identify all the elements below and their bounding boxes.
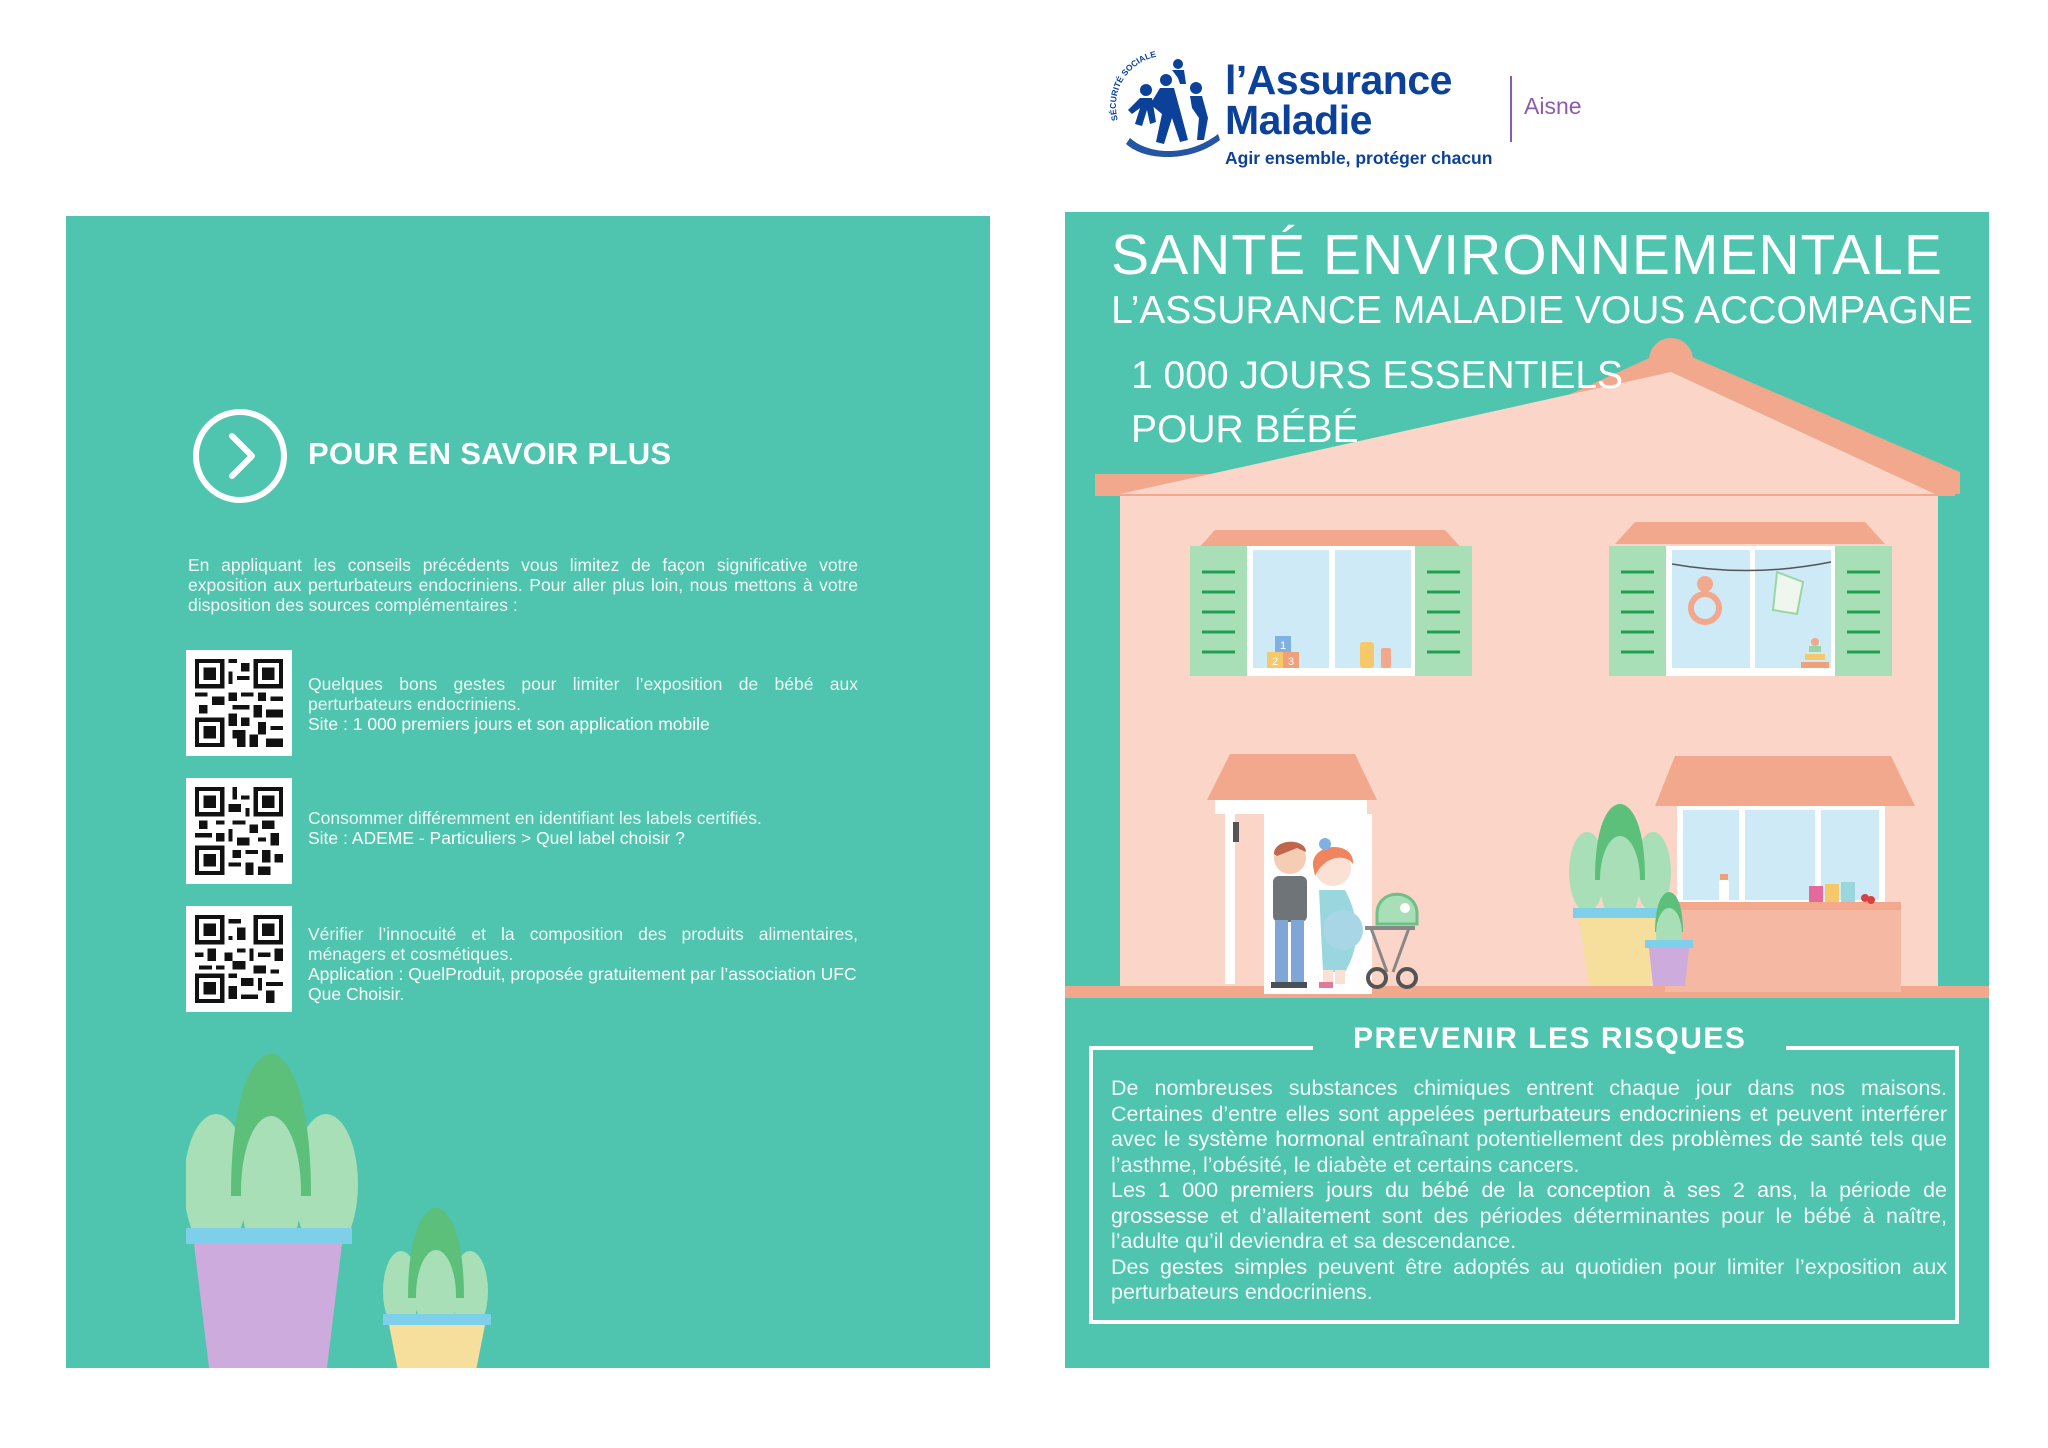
brand-line-2: Maladie	[1225, 97, 1372, 143]
qr-code-icon	[195, 915, 283, 1003]
assurance-maladie-logo	[1100, 48, 1620, 178]
qr-code[interactable]	[186, 650, 292, 756]
qr-code-icon	[195, 659, 283, 747]
right-panel	[1065, 212, 1989, 1368]
resource-link[interactable]: Site : ADEME - Particuliers > Quel label choisir ?	[308, 828, 685, 848]
toy-block-number: 3	[1287, 656, 1295, 668]
qr-code[interactable]	[186, 778, 292, 884]
brand-region: Aisne	[1524, 93, 1582, 119]
bottle-icon	[1360, 642, 1374, 668]
logo-arc-text: SÉCURITÉ SOCIALE	[1107, 48, 1158, 122]
brand-name	[1225, 57, 1485, 143]
arrow-circle-icon	[190, 406, 290, 506]
main-title: SANTÉ ENVIRONNEMENTALE	[1111, 223, 1943, 287]
kitchen-window	[1655, 756, 1915, 992]
toy-block-number: 1	[1279, 640, 1287, 652]
family-logo-icon	[1100, 48, 1230, 168]
baby-bottle-icon	[1719, 880, 1729, 902]
big-plant-icon	[186, 1054, 358, 1368]
resource-item	[186, 778, 866, 888]
intro-paragraph: En appliquant les conseils précédents vous limitez de façon significative votre exposition aux perturbateurs endocriniens. Pour aller plus loin, nous mettons à votre disposition des sources complémentaires :	[188, 555, 858, 615]
jar-icon	[1809, 886, 1823, 902]
subtitle: L’ASSURANCE MALADIE VOUS ACCOMPAGNE	[1111, 289, 1973, 332]
left-panel	[66, 216, 990, 1368]
plant-pots-illustration	[186, 1046, 506, 1368]
prevent-risks-text: De nombreuses substances chimiques entrent chaque jour dans nos maisons. Certaines d’entre elles sont appelées perturbateurs endocriniens et peuvent interférer avec le système hormonal entraînant potentiellement des problèmes de santé tels que l’asthme, l’obésité, le diabète et certains cancers. Les 1 000 premiers jours du bébé de la conception à ses 2 ans, la période de grossesse et d’allaitement sont des périodes déterminantes pour le bébé à naître, l’adulte qu’il deviendra et sa descendance. Des gestes simples peuvent être adoptés au quotidien pour limiter l’exposition aux perturbateurs endocriniens.	[1111, 1076, 1948, 1304]
upper-left-window	[1190, 530, 1472, 676]
resource-item	[186, 650, 866, 760]
bottle-icon	[1381, 648, 1391, 668]
brand-tagline: Agir ensemble, protéger chacun	[1225, 148, 1493, 168]
more-info-heading	[190, 406, 890, 506]
brand-line-1: l’Assurance	[1225, 57, 1452, 103]
days-title-line-1: 1 000 JOURS ESSENTIELS	[1131, 354, 1624, 397]
resource-text: Consommer différemment en identifiant les labels certifiés.	[308, 808, 762, 828]
qr-code[interactable]	[186, 906, 292, 1012]
small-plant-icon	[383, 1208, 491, 1368]
toy-block-number: 2	[1271, 656, 1279, 668]
resource-description	[308, 924, 858, 1004]
resource-link[interactable]: Site : 1 000 premiers jours et son application mobile	[308, 714, 710, 734]
resource-description	[308, 674, 858, 734]
resource-link[interactable]: Application : QuelProduit, proposée gratuitement par l’association UFC Que Choisir.	[308, 964, 857, 1004]
jar-icon	[1841, 882, 1855, 902]
resource-description	[308, 808, 858, 848]
prevent-risks-title: PREVENIR LES RISQUES	[1313, 1022, 1786, 1056]
resource-item	[186, 906, 866, 1016]
days-title-line-2: POUR BÉBÉ	[1131, 408, 1359, 451]
resource-text: Vérifier l’innocuité et la composition des produits alimentaires, ménagers et cosmétiques.	[308, 924, 858, 964]
more-info-title: POUR EN SAVOIR PLUS	[308, 436, 672, 471]
prevent-risks-box	[1089, 1022, 1959, 1324]
resource-text: Quelques bons gestes pour limiter l’exposition de bébé aux perturbateurs endocriniens.	[308, 674, 858, 714]
brand-divider	[1510, 76, 1512, 142]
jar-icon	[1825, 884, 1839, 902]
qr-code-icon	[195, 787, 283, 875]
